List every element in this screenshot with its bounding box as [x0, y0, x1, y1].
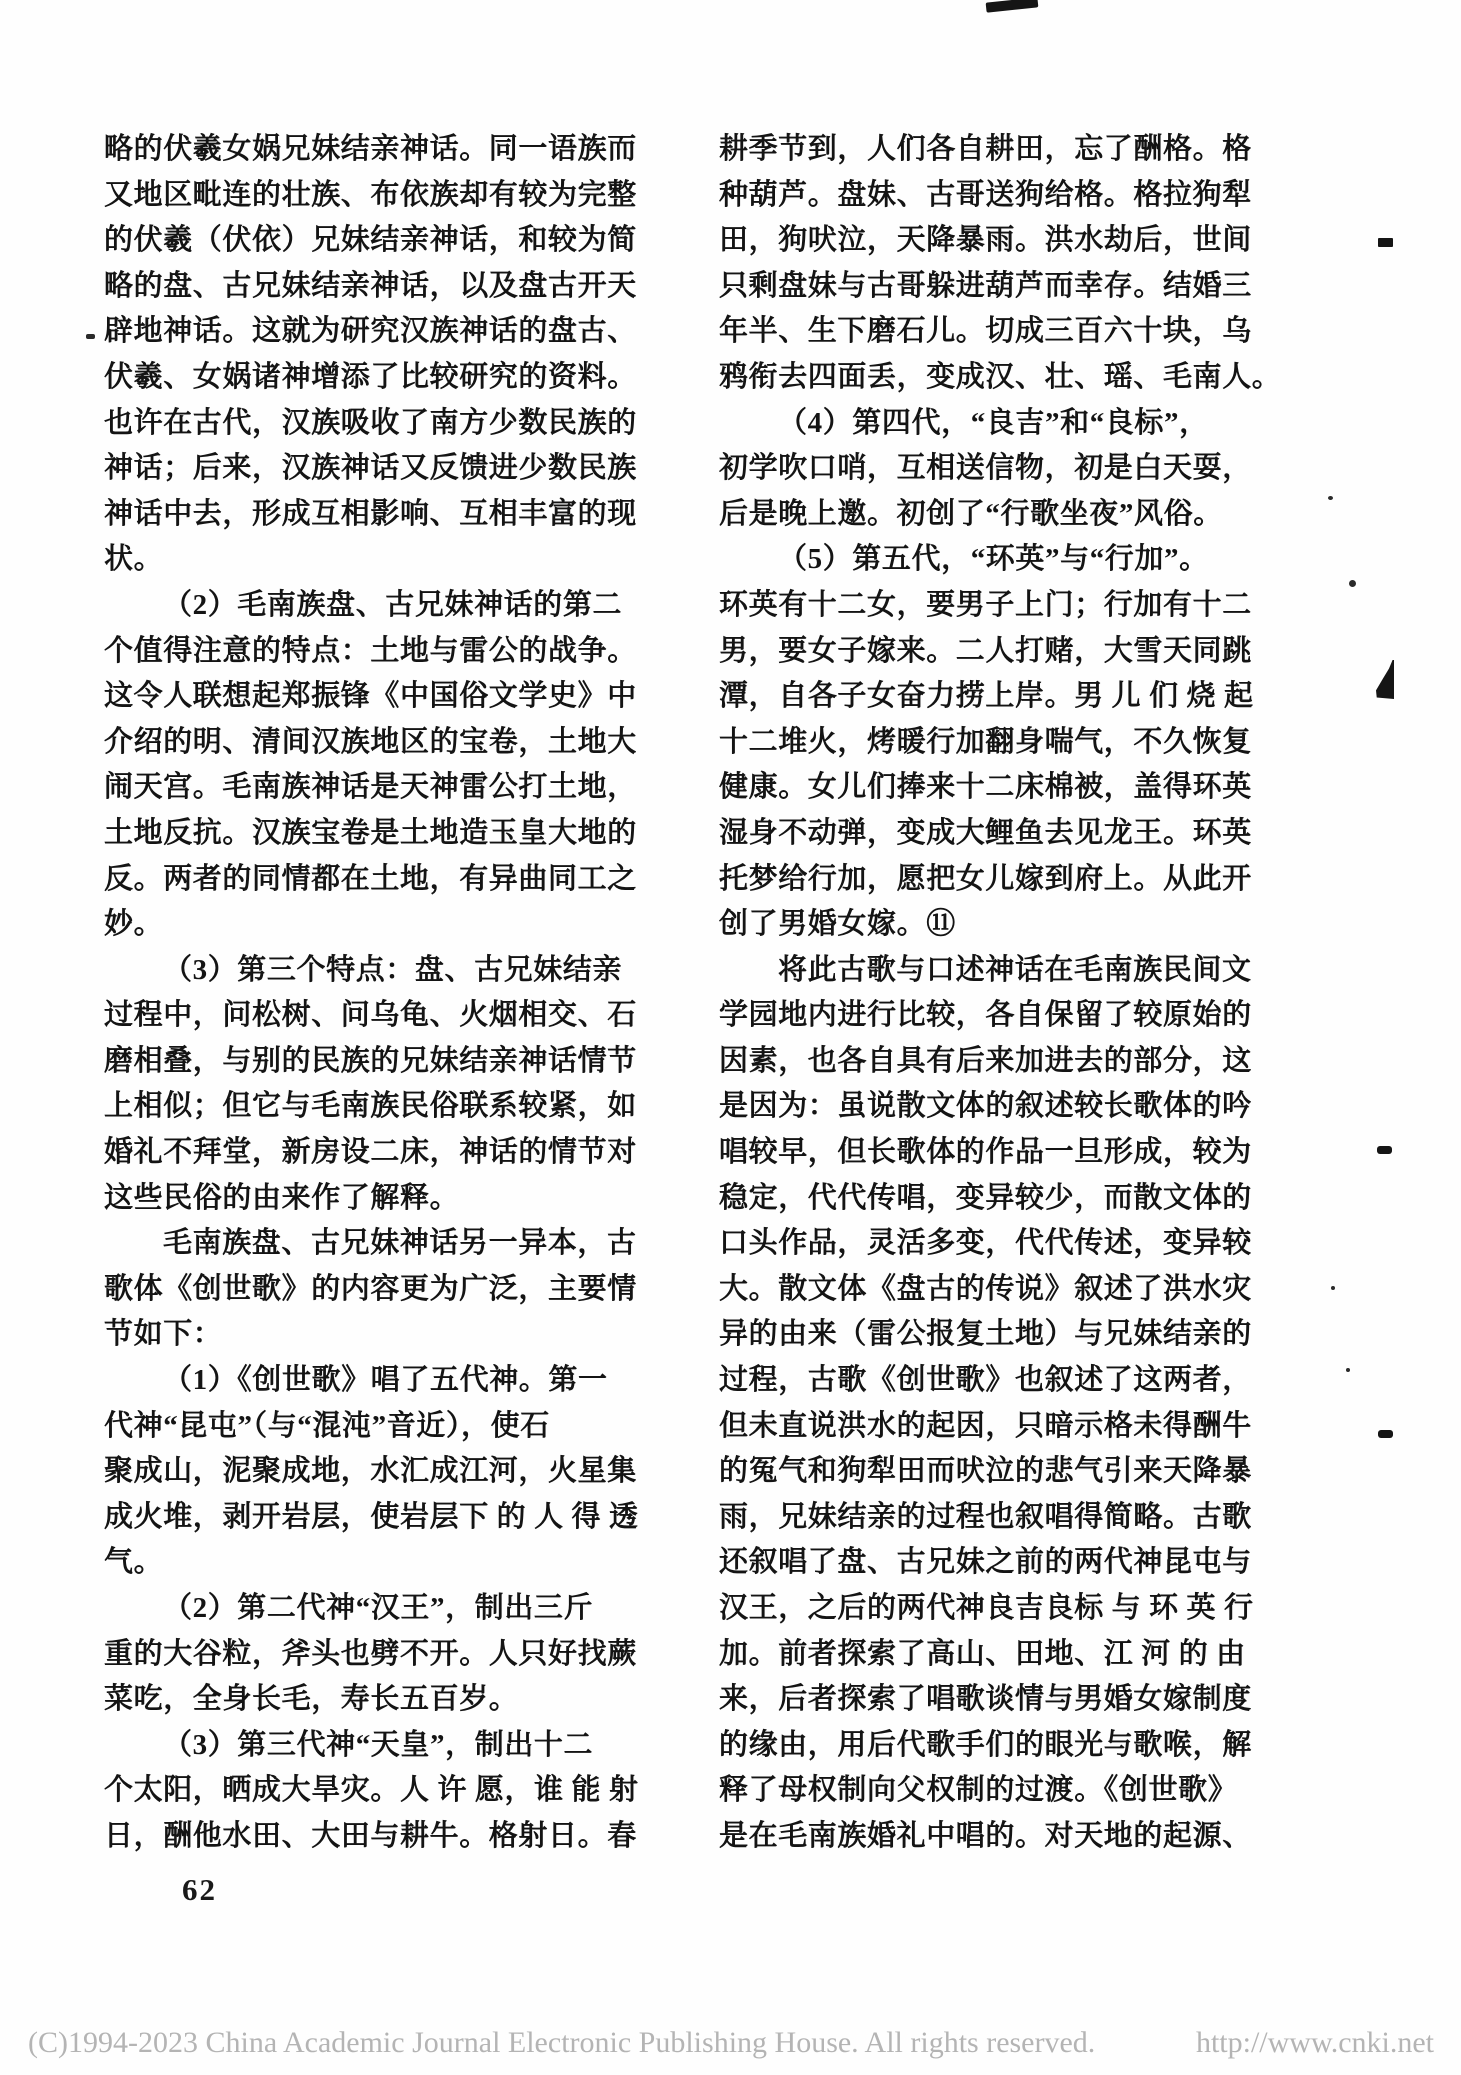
text-line: 唱较早，但长歌体的作品一旦形成，较为 [719, 1136, 1252, 1169]
text-line: 健康。女儿们捧来十二床棉被，盖得环英 [719, 771, 1252, 804]
text-column-right [719, 127, 1299, 1860]
text-line: 磨相叠，与别的民族的兄妹结亲神话情节 [104, 1044, 637, 1077]
text-column-left [104, 127, 684, 1860]
text-line: 重的大谷粒，斧头也劈不开。人只好找蕨 [104, 1637, 637, 1670]
text-line: 释了母权制向父权制的过渡。《创世歌》 [719, 1774, 1238, 1807]
text-line: 田，狗吠泣，天降暴雨。洪水劫后，世间 [719, 224, 1252, 257]
text-line: 的冤气和狗犁田而吠泣的悲气引来天降暴 [719, 1455, 1252, 1488]
text-line: 辟地神话。这就为研究汉族神话的盘古、 [104, 315, 637, 348]
text-line: 代神“昆屯”（与“混沌”音近），使石 [104, 1409, 550, 1442]
text-line: 也许在古代，汉族吸收了南方少数民族的 [104, 406, 637, 439]
text-line: 异的由来（雷公报复土地）与兄妹结亲的 [719, 1318, 1252, 1351]
text-line: 的伏羲（伏依）兄妹结亲神话，和较为简 [104, 224, 637, 257]
text-line: （4）第四代，“良吉”和“良标”， [778, 406, 1209, 439]
ink-speck [1349, 580, 1356, 587]
text-line: 还叙唱了盘、古兄妹之前的两代神昆屯与 [719, 1546, 1252, 1579]
text-line: 介绍的明、清间汉族地区的宝卷，土地大 [104, 725, 637, 758]
text-line: 节如下： [104, 1318, 223, 1351]
text-line: 日，酬他水田、大田与耕牛。格射日。春 [104, 1819, 637, 1852]
text-line: 略的伏羲女娲兄妹结亲神话。同一语族而 [104, 133, 637, 165]
text-line: 年半、生下磨石儿。切成三百六十块，乌 [719, 315, 1252, 348]
text-line: 但未直说洪水的起因，只暗示格未得酬牛 [719, 1409, 1252, 1442]
footer [28, 2026, 1434, 2060]
text-line: 闹天宫。毛南族神话是天神雷公打土地， [104, 771, 637, 804]
text-line: （5）第五代，“环英”与“行加”。 [778, 543, 1209, 576]
ink-speck [86, 334, 95, 339]
text-line: 来，后者探索了唱歌谈情与男婚女嫁制度 [719, 1683, 1252, 1716]
text-line: 神话中去，形成互相影响、互相丰富的现 [104, 497, 637, 530]
page-number: 62 [182, 1872, 217, 1907]
text-line: 个太阳，晒成大旱灾。人 许 愿，谁 能 射 [104, 1774, 639, 1807]
text-line: 菜吃，全身长毛，寿长五百岁。 [104, 1683, 519, 1716]
text-line: 因素，也各自具有后来加进去的部分，这 [719, 1044, 1252, 1077]
text-line: 的缘由，用后代歌手们的眼光与歌喉，解 [719, 1728, 1252, 1761]
text-line: 过程中，问松树、问乌龟、火烟相交、石 [104, 999, 637, 1032]
text-line: 只剩盘妹与古哥躲进葫芦而幸存。结婚三 [719, 269, 1252, 302]
text-line: （3）第三代神“天皇”，制出十二 [163, 1728, 594, 1761]
ink-mark [1378, 238, 1393, 247]
text-line: 歌体《创世歌》的内容更为广泛，主要情 [104, 1272, 637, 1305]
text-line: 男，要女子嫁来。二人打赌，大雪天同跳 [719, 634, 1252, 667]
text-line: 成火堆，剥开岩层，使岩层下 的 人 得 透 [104, 1500, 639, 1533]
text-line: （3）第三个特点：盘、古兄妹结亲 [163, 953, 623, 986]
text-line: 大。散文体《盘古的传说》叙述了洪水灾 [719, 1272, 1252, 1305]
text-line: 妙。 [104, 908, 164, 941]
text-line: 土地反抗。汉族宝卷是土地造玉皇大地的 [104, 816, 637, 849]
text-line: 加。前者探索了高山、田地、江 河 的 由 [719, 1637, 1246, 1670]
text-line: 这令人联想起郑振锋《中国俗文学史》中 [104, 680, 637, 713]
text-line: 是在毛南族婚礼中唱的。对天地的起源、 [719, 1819, 1252, 1852]
text-line: （2）第二代神“汉王”，制出三斤 [163, 1592, 594, 1624]
text-line: 气。 [104, 1546, 164, 1579]
text-line: 过程，古歌《创世歌》也叙述了这两者， [719, 1364, 1252, 1397]
text-line: 神话；后来，汉族神话又反馈进少数民族 [104, 452, 637, 485]
text-line: 耕季节到，人们各自耕田，忘了酬格。格 [719, 133, 1252, 165]
text-line: 略的盘、古兄妹结亲神话，以及盘古开天 [104, 269, 637, 302]
text-line: 环英有十二女，要男子上门；行加有十二 [719, 588, 1252, 621]
text-line: 种葫芦。盘妹、古哥送狗给格。格拉狗犁 [719, 178, 1252, 211]
text-line: 创了男婚女嫁。⑪ [719, 908, 956, 941]
text-line: 伏羲、女娲诸神增添了比较研究的资料。 [104, 360, 637, 393]
text-line: 反。两者的同情都在土地，有异曲同工之 [104, 862, 637, 895]
ink-speck [1346, 1368, 1350, 1372]
text-line: 又地区毗连的壮族、布依族却有较为完整 [104, 178, 637, 211]
text-line: 是因为：虽说散文体的叙述较长歌体的吟 [719, 1090, 1252, 1123]
footer-copyright-text: (C)1994-2023 China Academic Journal Electronic Publishing House. All rights reserved. [28, 2026, 1096, 2059]
ink-mark [1377, 1146, 1392, 1154]
text-line: 状。 [104, 543, 164, 576]
text-line: 口头作品，灵活多变，代代传述，变异较 [719, 1227, 1252, 1260]
ink-speck [1328, 496, 1333, 500]
text-line: 这些民俗的由来作了解释。 [104, 1181, 460, 1214]
text-line: 湿身不动弹，变成大鲤鱼去见龙王。环英 [719, 816, 1252, 849]
text-line: 十二堆火，烤暖行加翻身喘气，不久恢复 [719, 725, 1252, 758]
text-line: （2）毛南族盘、古兄妹神话的第二 [163, 588, 623, 621]
text-line: 稳定，代代传唱，变异较少，而散文体的 [719, 1181, 1252, 1214]
footer-url-link[interactable]: http://www.cnki.net [1195, 2026, 1434, 2059]
ink-speck [1331, 1286, 1335, 1290]
text-line: 将此古歌与口述神话在毛南族民间文 [778, 953, 1252, 986]
text-line: 聚成山，泥聚成地，水汇成江河，火星集 [104, 1455, 637, 1488]
ink-mark [986, 0, 1039, 13]
text-line: 学园地内进行比较，各自保留了较原始的 [719, 999, 1252, 1032]
text-line: 毛南族盘、古兄妹神话另一异本，古 [163, 1227, 637, 1260]
text-line: 汉王，之后的两代神良吉良标 与 环 英 行 [719, 1592, 1254, 1624]
text-line: 后是晚上邀。初创了“行歌坐夜”风俗。 [719, 497, 1223, 530]
text-line: 潭，自各子女奋力捞上岸。男 儿 们 烧 起 [719, 680, 1254, 713]
text-line: （1）《创世歌》唱了五代神。第一 [163, 1364, 608, 1397]
text-line: 托梦给行加，愿把女儿嫁到府上。从此开 [719, 862, 1252, 895]
ink-mark [1378, 1430, 1393, 1438]
text-line: 上相似；但它与毛南族民俗联系较紧，如 [104, 1090, 637, 1123]
text-line: 个值得注意的特点：土地与雷公的战争。 [104, 634, 637, 667]
ink-mark [1376, 660, 1394, 699]
text-line: 雨，兄妹结亲的过程也叙唱得简略。古歌 [719, 1500, 1252, 1533]
text-line: 初学吹口哨，互相送信物，初是白天耍， [719, 452, 1252, 485]
text-line: 鸦衔去四面丢，变成汉、壮、瑶、毛南人。 [719, 360, 1282, 393]
text-line: 婚礼不拜堂，新房设二床，神话的情节对 [104, 1136, 637, 1169]
